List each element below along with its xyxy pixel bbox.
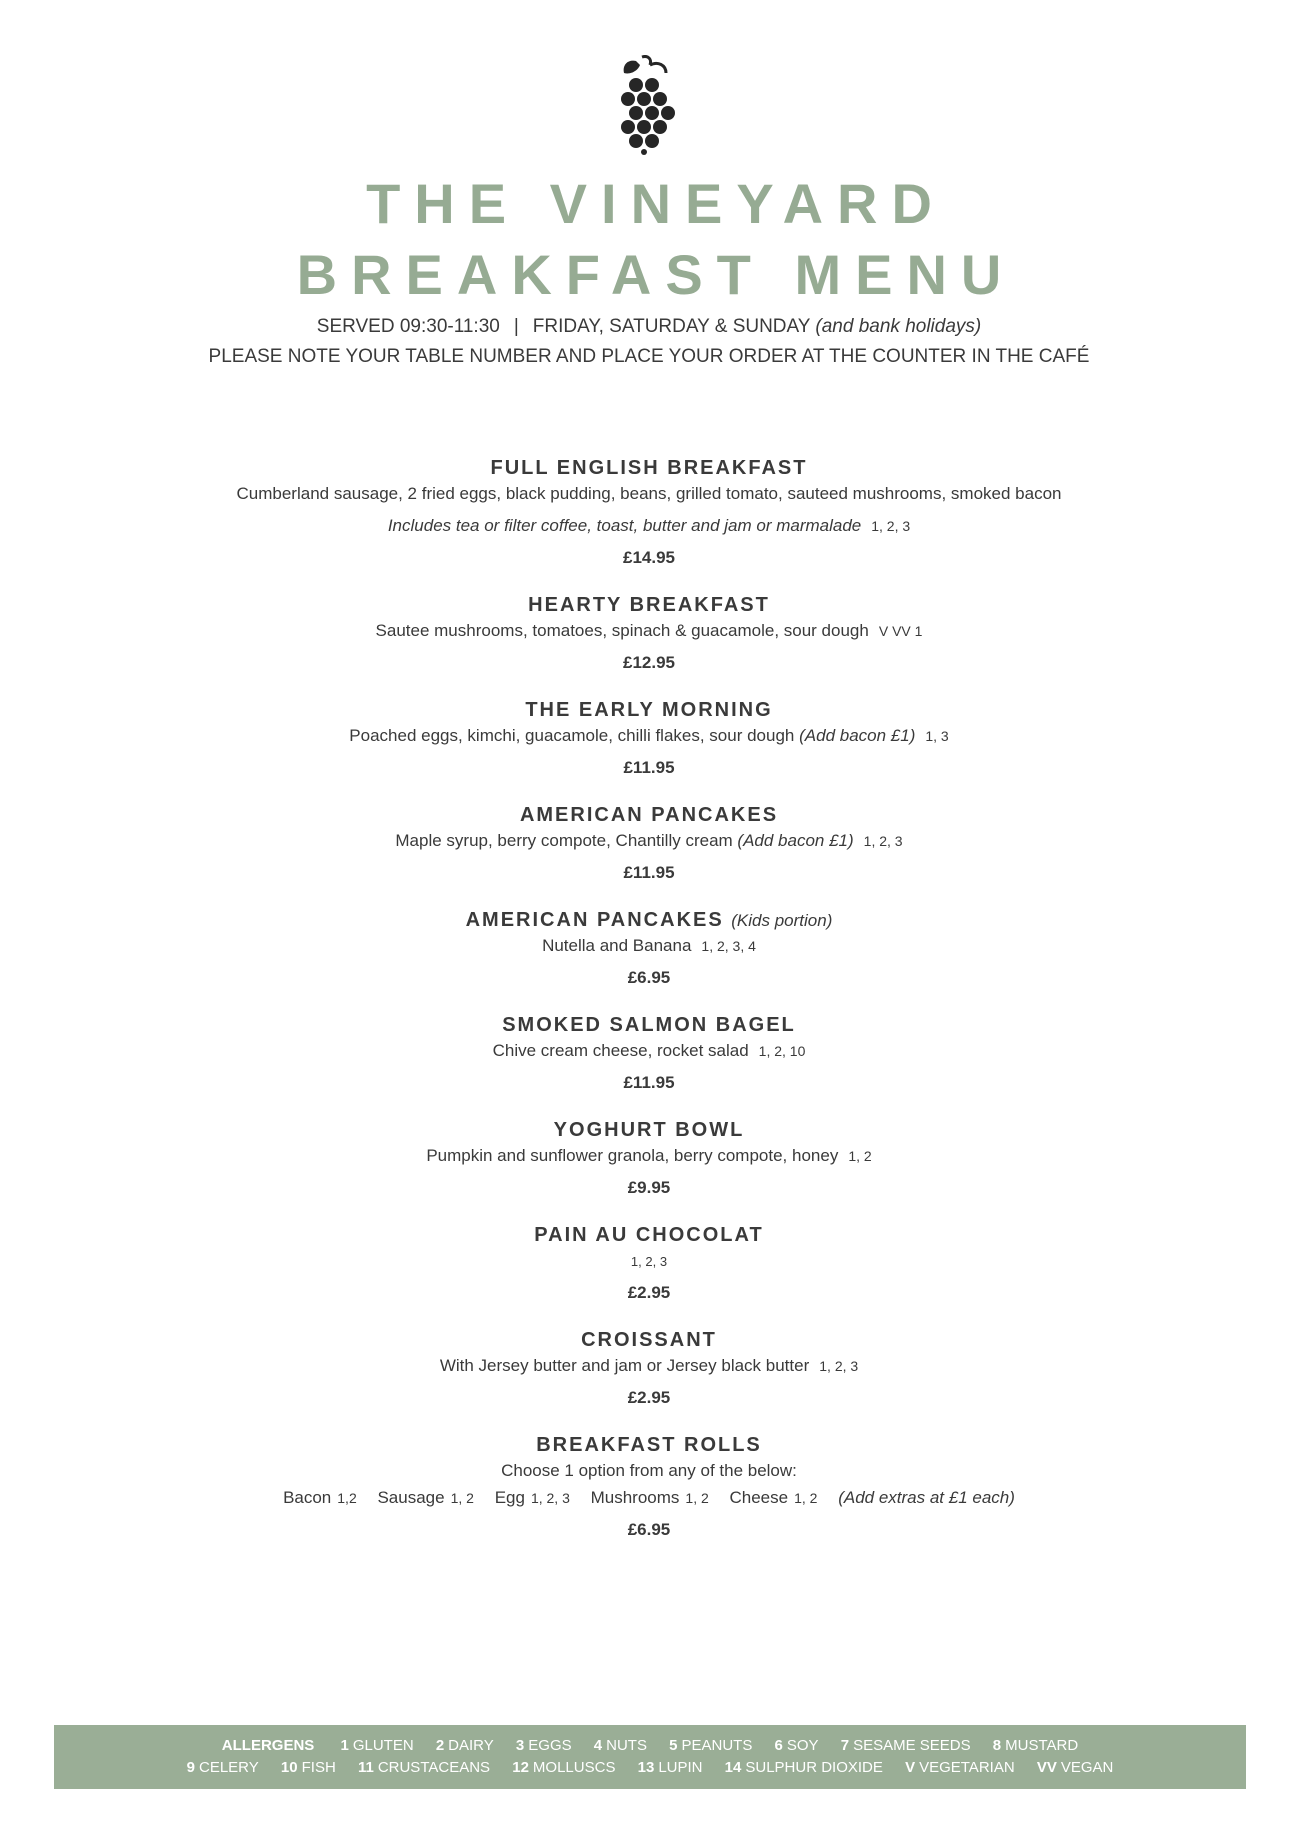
allergen-label: NUTS <box>606 1737 647 1754</box>
item-name: THE EARLY MORNING <box>525 699 773 721</box>
allergens-legend <box>54 1725 1246 1789</box>
allergen-entry <box>638 1759 703 1776</box>
separator: | <box>513 316 519 337</box>
menu-list <box>0 455 1298 1564</box>
item-allergens: 1, 2 <box>848 1148 872 1164</box>
allergen-code: 10 <box>280 1759 298 1776</box>
allergen-code: V <box>905 1759 916 1776</box>
item-allergens: 1, 2, 3 <box>863 833 903 849</box>
allergen-label: SOY <box>786 1737 819 1754</box>
description-text: Nutella and Banana <box>542 936 692 955</box>
allergen-entry <box>358 1759 490 1776</box>
item-price: £11.95 <box>623 758 675 777</box>
allergen-entry <box>775 1737 819 1754</box>
item-note: (Add bacon £1) <box>799 726 916 745</box>
option-allergens: 1,2 <box>337 1490 357 1506</box>
item-price: £6.95 <box>627 1520 671 1539</box>
item-price: £2.95 <box>627 1388 671 1407</box>
allergen-label: FISH <box>301 1759 336 1776</box>
allergens-heading <box>222 1737 319 1754</box>
allergen-code: VV <box>1036 1759 1057 1776</box>
page-subtitle: BREAKFAST MENU <box>296 243 1016 306</box>
menu-item <box>0 1012 1298 1094</box>
logo <box>0 55 1298 160</box>
allergen-entry <box>905 1759 1015 1776</box>
item-name: CROISSANT <box>581 1329 717 1351</box>
allergen-entry <box>187 1759 259 1776</box>
allergen-code: 8 <box>992 1737 1002 1754</box>
allergen-entry <box>993 1737 1078 1754</box>
allergen-label: VEGETARIAN <box>919 1759 1015 1776</box>
allergen-code: 14 <box>724 1759 742 1776</box>
item-name: BREAKFAST ROLLS <box>536 1434 762 1456</box>
allergen-code: 2 <box>435 1737 445 1754</box>
item-name: AMERICAN PANCAKES <box>519 804 779 826</box>
item-allergens: V VV 1 <box>878 623 923 639</box>
description-text: Chive cream cheese, rocket salad <box>492 1041 749 1060</box>
roll-option <box>730 1488 818 1507</box>
service-days-note: (and bank holidays) <box>815 316 982 337</box>
description-text: Sautee mushrooms, tomatoes, spinach & guacamole, sour dough <box>375 621 869 640</box>
allergen-code: 6 <box>774 1737 783 1754</box>
item-price: £11.95 <box>623 863 675 882</box>
description-text: Poached eggs, kimchi, guacamole, chilli flakes, sour dough <box>349 726 795 745</box>
page-title: THE VINEYARD <box>366 172 946 235</box>
item-price: £14.95 <box>623 548 675 567</box>
item-allergens: 1, 2, 3 <box>630 1254 668 1269</box>
menu-item <box>0 1327 1298 1409</box>
roll-option <box>591 1488 709 1507</box>
item-description <box>0 830 1298 852</box>
item-name: SMOKED SALMON BAGEL <box>502 1014 796 1036</box>
item-name-note: (Kids portion) <box>731 911 833 930</box>
grapes-icon <box>614 55 684 155</box>
menu-item <box>0 1117 1298 1199</box>
item-description <box>0 1355 1298 1377</box>
allergens-row-1 <box>54 1735 1246 1757</box>
served-time: SERVED 09:30-11:30 <box>316 316 500 337</box>
allergen-code: 7 <box>840 1737 850 1754</box>
option-label: Bacon <box>283 1488 332 1507</box>
item-note: (Add bacon £1) <box>737 831 854 850</box>
item-name: PAIN AU CHOCOLAT <box>534 1224 764 1246</box>
item-description <box>0 725 1298 747</box>
menu-item <box>0 802 1298 884</box>
description-text: With Jersey butter and jam or Jersey black butter <box>439 1356 810 1375</box>
allergen-code: 9 <box>186 1759 195 1776</box>
allergen-code: 12 <box>512 1759 529 1776</box>
menu-item <box>0 455 1298 569</box>
allergen-label: MOLLUSCS <box>532 1759 616 1776</box>
allergen-code: 13 <box>637 1759 655 1776</box>
option-allergens: 1, 2 <box>450 1490 474 1506</box>
description-text: Pumpkin and sunflower granola, berry compote, honey <box>426 1146 839 1165</box>
allergen-code: 11 <box>357 1759 374 1776</box>
item-description <box>0 935 1298 957</box>
item-price: £12.95 <box>623 653 675 672</box>
allergen-label: MUSTARD <box>1005 1737 1079 1754</box>
service-days: FRIDAY, SATURDAY & SUNDAY <box>532 316 811 337</box>
item-note: (Add extras at £1 each) <box>838 1488 1015 1507</box>
allergen-label: SESAME SEEDS <box>853 1737 971 1754</box>
item-price: £11.95 <box>623 1073 675 1092</box>
allergen-code: 4 <box>593 1737 603 1754</box>
allergen-label: GLUTEN <box>352 1737 414 1754</box>
allergen-entry <box>1037 1759 1114 1776</box>
menu-item <box>0 1432 1298 1541</box>
allergen-entry <box>436 1737 494 1754</box>
item-allergens: 1, 2, 3 <box>871 518 911 534</box>
option-allergens: 1, 2 <box>685 1490 709 1506</box>
allergen-entry <box>669 1737 752 1754</box>
menu-item <box>0 1222 1298 1304</box>
item-name: YOGHURT BOWL <box>553 1119 745 1141</box>
item-name: FULL ENGLISH BREAKFAST <box>490 457 808 479</box>
menu-item <box>0 697 1298 779</box>
allergen-entry <box>516 1737 572 1754</box>
allergen-entry <box>725 1759 883 1776</box>
allergen-entry <box>594 1737 647 1754</box>
item-name <box>0 907 1298 933</box>
description-text: Maple syrup, berry compote, Chantilly cream <box>395 831 733 850</box>
allergen-code: 3 <box>515 1737 525 1754</box>
allergen-entry <box>512 1759 615 1776</box>
allergen-label: LUPIN <box>658 1759 703 1776</box>
allergen-entry <box>841 1737 971 1754</box>
item-description: Choose 1 option from any of the below: <box>501 1461 797 1480</box>
item-description <box>0 1040 1298 1062</box>
item-name: HEARTY BREAKFAST <box>528 594 770 616</box>
item-price: £9.95 <box>627 1178 671 1197</box>
item-description <box>0 1250 1298 1272</box>
roll-option <box>495 1488 570 1507</box>
allergens-row-2 <box>54 1757 1246 1779</box>
order-notice: PLEASE NOTE YOUR TABLE NUMBER AND PLACE YOUR ORDER AT THE COUNTER IN THE CAFÉ <box>208 346 1090 367</box>
option-label: Sausage <box>377 1488 445 1507</box>
roll-option <box>283 1488 357 1507</box>
item-description <box>0 620 1298 642</box>
allergen-entry <box>281 1759 336 1776</box>
item-includes <box>0 515 1298 537</box>
allergen-label: CELERY <box>198 1759 259 1776</box>
option-allergens: 1, 2 <box>794 1490 818 1506</box>
includes-text: Includes tea or filter coffee, toast, butter and jam or marmalade <box>387 516 862 535</box>
allergen-code: 5 <box>669 1737 678 1754</box>
option-label: Cheese <box>729 1488 789 1507</box>
allergen-label: CRUSTACEANS <box>377 1759 491 1776</box>
roll-options <box>0 1487 1298 1509</box>
menu-item <box>0 907 1298 989</box>
roll-option <box>377 1488 473 1507</box>
option-label: Egg <box>494 1488 525 1507</box>
menu-item <box>0 592 1298 674</box>
option-allergens: 1, 2, 3 <box>530 1490 570 1506</box>
item-allergens: 1, 2, 3 <box>819 1358 859 1374</box>
allergen-code: 1 <box>340 1737 349 1754</box>
allergen-label: SULPHUR DIOXIDE <box>745 1759 883 1776</box>
option-label: Mushrooms <box>590 1488 680 1507</box>
allergen-label: VEGAN <box>1060 1759 1114 1776</box>
allergens-heading-text: ALLERGENS <box>221 1737 315 1754</box>
item-price: £2.95 <box>627 1283 671 1302</box>
allergen-label: DAIRY <box>448 1737 494 1754</box>
item-name-text: AMERICAN PANCAKES <box>465 909 724 931</box>
allergen-label: EGGS <box>528 1737 572 1754</box>
item-allergens: 1, 2, 3, 4 <box>701 938 756 954</box>
item-description <box>0 1145 1298 1167</box>
allergen-entry <box>340 1737 413 1754</box>
allergen-label: PEANUTS <box>681 1737 753 1754</box>
item-allergens: 1, 3 <box>925 728 949 744</box>
item-price: £6.95 <box>627 968 671 987</box>
item-allergens: 1, 2, 10 <box>758 1043 806 1059</box>
item-description: Cumberland sausage, 2 fried eggs, black pudding, beans, grilled tomato, sauteed mushrooms, smoked bacon <box>236 484 1062 503</box>
service-hours <box>0 315 1298 339</box>
